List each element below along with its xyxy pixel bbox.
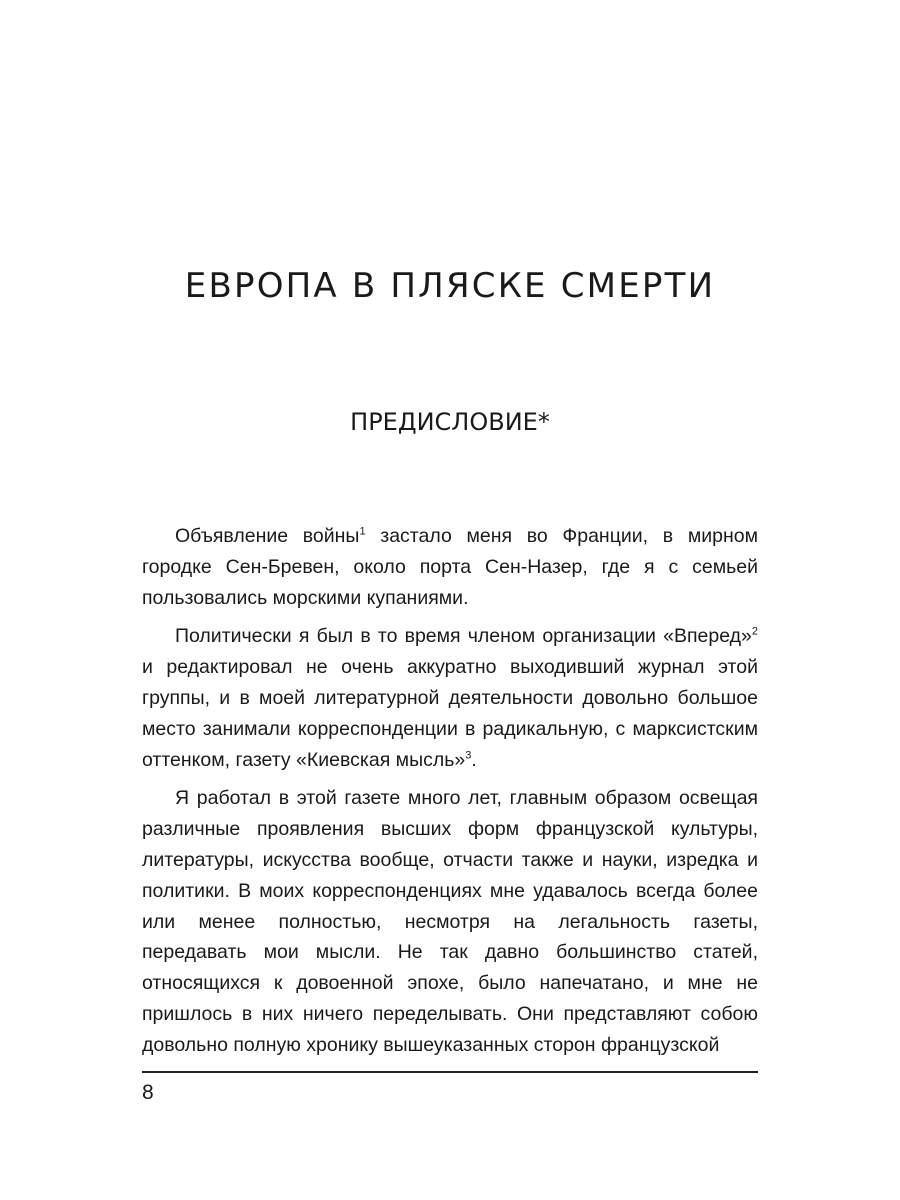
page-number: 8 [142, 1081, 154, 1104]
paragraph-1-start: Объявление войны [175, 525, 360, 547]
book-title: ЕВРОПА В ПЛЯСКЕ СМЕРТИ [184, 266, 716, 306]
body-text [142, 521, 758, 1069]
section-heading: ПРЕДИСЛОВИЕ* [350, 408, 550, 436]
paragraph-1-rest: застало меня во Франции, в мирном городке Сен-Бревен, около порта Сен-Назер, где я с семьей пользовались морскими купаниями. [142, 525, 758, 609]
footnote-ref-3[interactable]: 3 [465, 749, 472, 762]
footnote-ref-1[interactable]: 1 [359, 525, 366, 538]
paragraph-1 [142, 521, 758, 613]
paragraph-2-start: Политически я был в то время членом организации «Вперед» [175, 625, 752, 648]
footnote-ref-2[interactable]: 2 [751, 625, 758, 638]
paragraph-2-end: . [471, 748, 477, 771]
footer-rule [142, 1071, 758, 1073]
paragraph-2 [142, 621, 758, 775]
paragraph-3: Я работал в этой газете много лет, главным образом освещая различные проявления высших форм французской культуры, литературы, искусства вообще, отчасти также и науки, изредка и политики. В моих корреспонденциях мне удавалось всегда более или менее полностью, несмотря на легальность газеты, передавать мои мысли. Не так давно большинство статей, относящихся к довоенной эпохе, было напечатано, и мне не пришлось в них ничего переделывать. Они представляют собою довольно полную хронику вышеуказанных сторон французской [142, 787, 758, 1056]
paragraph-2-middle: и редактировал не очень аккуратно выходивший журнал этой группы, и в моей литературной деятельности довольно большое место занимали корреспонденции в радикальную, с марксистским оттенком, газету «Киевская мысль» [142, 656, 758, 771]
